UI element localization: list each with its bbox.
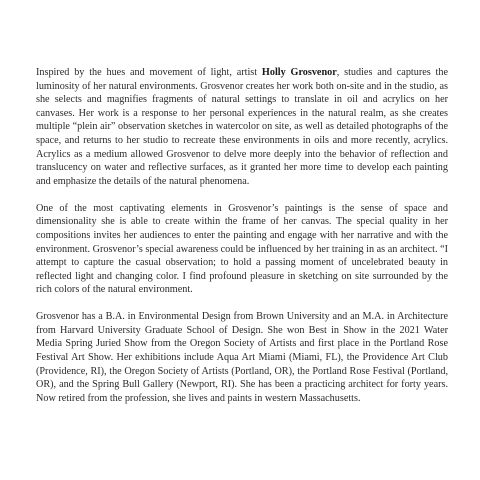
bio-paragraph-1-rest: , studies and captures the luminosity of her natural environments. Grosvenor creates her work both on-site and in the studio, as she selects and magnifies fragments of natural settings to translate in oil and acrylics on her canvases. Her work is a response to her personal experiences in the natural realm, as she creates multiple “plein air” observation sketches in watercolor on site, as well as detailed photographs of the space, and returns to her studio to recreate these environments in oils and more recently, acrylics. Acrylics as a medium allowed Grosvenor to delve more deeply into the behavior of reflection and translucency on water and reflective surfaces, as it granted her more time to develop each painting and emphasize the details of the natural phenomena. (36, 67, 448, 187)
artist-name: Holly Grosvenor (261, 67, 337, 78)
bio-paragraph-1 (36, 66, 448, 188)
artist-bio (36, 66, 448, 419)
bio-paragraph-1-intro: Inspired by the hues and movement of light, artist (36, 67, 262, 78)
bio-paragraph-2: One of the most captivating elements in Grosvenor’s paintings is the sense of space and dimensionality she is able to create within the frame of her canvas. The special quality in her compositions invites her audiences to enter the painting and engage with her narrative and with the environment. Grosvenor’s special awareness could be influenced by her training in as an architect. “I attempt to capture the casual observation; to hold a passing moment of uncelebrated beauty in reflected light and changing color. I find profound pleasure in sketching on site surrounded by the rich colors of the natural environment. (36, 202, 448, 296)
bio-paragraph-3: Grosvenor has a B.A. in Environmental Design from Brown University and an M.A. in Architecture from Harvard University Graduate School of Design. She won Best in Show in the 2021 Water Media Spring Juried Show from the Oregon Society of Artists and first place in the Portland Rose Festival Art Show. Her exhibitions include Aqua Art Miami (Miami, FL), the Providence Art Club (Providence, RI), the Oregon Society of Artists (Portland, OR), the Portland Rose Festival (Portland, OR), and the Spring Bull Gallery (Newport, RI). She has been a practicing architect for forty years. Now retired from the profession, she lives and paints in western Massachusetts. (36, 311, 448, 404)
